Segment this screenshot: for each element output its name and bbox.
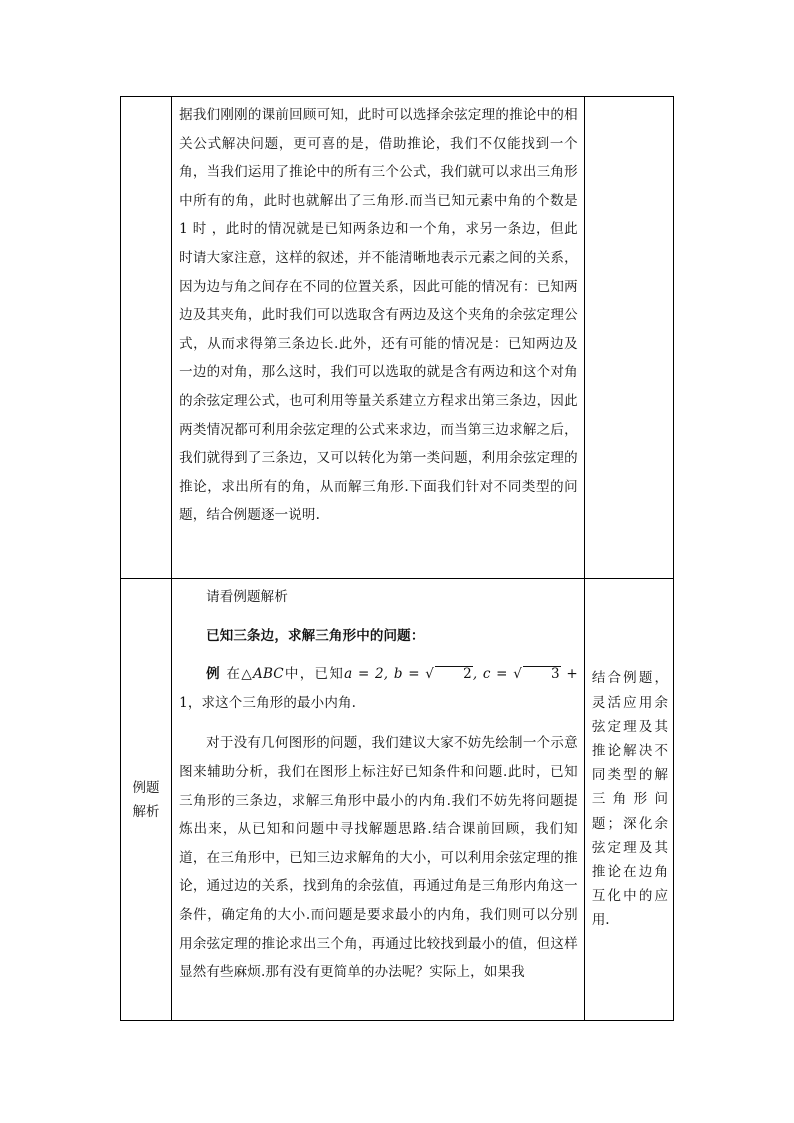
row-label: 例题解析 [132, 779, 160, 820]
equation-c: , c = [472, 666, 514, 683]
equation-a-b: a = 2, b = [344, 666, 426, 683]
row-body-cell [172, 579, 585, 1021]
row-note-cell [584, 579, 673, 1021]
intro-text: 请看例题解析 [206, 589, 288, 605]
example-text: 中，已知 [283, 666, 345, 683]
discussion-paragraph: 对于没有几何图形的问题，我们建议大家不妨先绘制一个示意图来辅助分析，我们在图形上标注好已知条件和问题.此时，已知三角形的三条边，求解三角形中最小的内角.我们不妨先将问题提炼出来，从已知和问题中寻找解题思路.结合课前回顾，我们知道，在三角形中，已知三边求解角的大小，可以利用余弦定理的推论，通过边的关系，找到角的余弦值，再通过角是三角形内角这一条件，确定角的大小.而问题是要求最小的内角，我们则可以分别用余弦定理的推论求出三个角，再通过比较找到最小的值，但这样显然有些麻烦.那有没有更简单的办法呢？实际上，如果我 [179, 735, 578, 981]
section-heading: 已知三条边，求解三角形中的问题： [206, 627, 425, 644]
sqrt-two: 2 [435, 666, 473, 681]
example-problem: 例 在△ABC中，已知a = 2, b = √ 2, c = √ 3 + 1，求这个三角形的最小内角. [179, 666, 578, 711]
triangle-name: △ABC [241, 666, 284, 683]
row-note: 结合例题，灵活应用余弦定理及其推论解决不同类型的解三角形问题；深化余弦定理及其推论在边角互化中的应用. [591, 670, 668, 929]
row-label-cell [121, 579, 172, 1021]
row-body-cell [172, 97, 585, 579]
table-row [121, 97, 674, 579]
table-row [121, 579, 674, 1021]
equation-c-tail: + 1 [179, 666, 578, 711]
row-note-cell [584, 97, 673, 579]
lesson-plan-table [120, 96, 674, 1021]
body-paragraph: 据我们刚刚的课前回顾可知，此时可以选择余弦定理的推论中的相关公式解决问题，更可喜的是，借助推论，我们不仅能找到一个角，当我们运用了推论中的所有三个公式，我们就可以求出三角形中所有的角，此时也就解出了三角形.而当已知元素中角的个数是 1 时 ，此时的情况就是已知两条边和一个角，求另一条边，但此时请大家注意，这样的叙述，并不能清晰地表示元素之间的关系，因为边与角之间存在不同的位置关系，因此可能的情况有：已知两边及其夹角，此时我们可以选取含有两边及这个夹角的余弦定理公式，从而求得第三条边长.此外，还有可能的情况是：已知两边及一边的对角，那么这时，我们可以选取的就是含有两边和这个对角的余弦定理公式，也可利用等量关系建立方程求出第三条边，因此两类情况都可利用余弦定理的公式来求边，而当第三边求解之后，我们就得到了三条边，又可以转化为第一类问题，利用余弦定理的推论，求出所有的角，从而解三角形.下面我们针对不同类型的问题，结合例题逐一说明. [179, 107, 578, 524]
example-text: 在 [226, 666, 242, 683]
row-label-cell [121, 97, 172, 579]
example-prefix: 例 [206, 666, 221, 683]
sqrt-three: 3 [523, 666, 561, 681]
example-text: ，求这个三角形的最小内角. [187, 694, 357, 711]
